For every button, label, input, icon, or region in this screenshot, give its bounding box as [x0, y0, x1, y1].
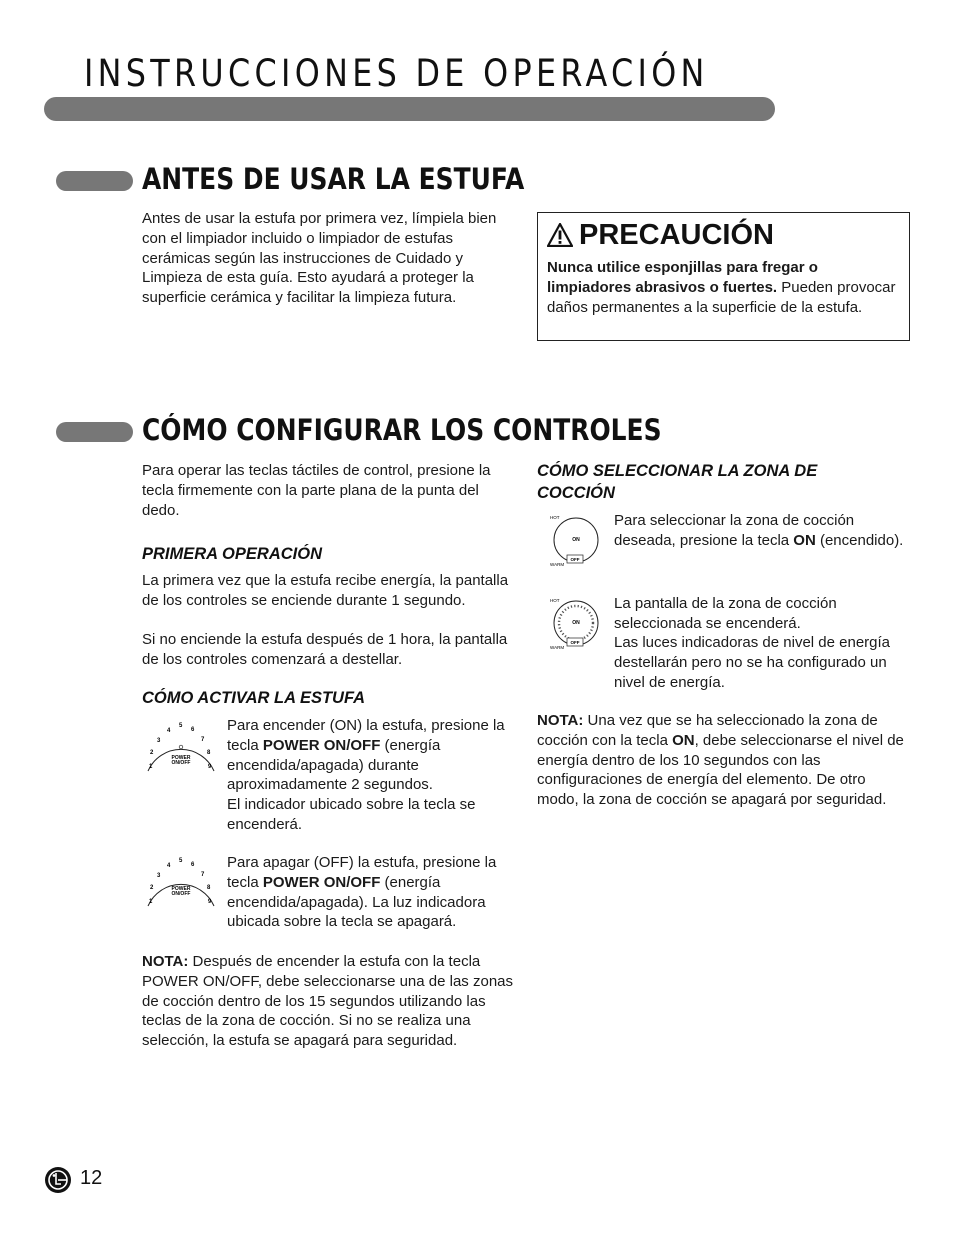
first-operation-paragraph-2: Si no enciende la estufa después de 1 hora, la pantalla de los controles comenzará a destellar. [142, 631, 508, 668]
zone-dial-icon [546, 512, 608, 570]
activate-off-text-rest: (energía encendida/apagada). La luz indicadora ubicada sobre la tecla se apagará. [227, 873, 486, 931]
before-use-paragraph: Antes de usar la estufa por primera vez, límpiela bien con el limpiador incluido o limpiador de estufas cerámicas según las instrucciones de Cuidado y Limpieza de esta guía. Esto ayudará a proteger la superficie cerámica y facilitar la limpieza futura. [142, 210, 497, 307]
dial-number: 7 [201, 737, 205, 743]
subheading-line: CÓMO SELECCIONAR LA ZONA DE [537, 462, 818, 480]
dial-number: 4 [167, 728, 171, 734]
section-marker [56, 422, 133, 442]
caution-bold-text: Nunca utilice esponjillas para fregar o limpiadores abrasivos o fuertes. [547, 259, 818, 296]
on-key-label: ON [793, 531, 816, 549]
dial-number: 6 [191, 862, 195, 868]
subheading-select-zone [537, 460, 897, 504]
lg-logo-icon [44, 1166, 72, 1194]
select-zone-text-rest: (encendido). [815, 531, 904, 549]
off-label: OFF [570, 640, 580, 645]
caution-rest-text: Pueden provocar daños permanentes a la superficie de la estufa. [547, 279, 896, 316]
indicator-light-on [179, 745, 183, 749]
page-header-title: INSTRUCCIONES DE OPERACIÓN [84, 52, 709, 95]
page-number: 12 [80, 1167, 103, 1189]
activate-on-paragraph [227, 716, 519, 795]
activate-note [142, 952, 520, 1051]
power-key-label: POWER ON/OFF [262, 736, 381, 754]
dial-number: 5 [179, 858, 183, 864]
dial-number: 8 [207, 885, 211, 891]
activate-off-paragraph [227, 853, 519, 932]
dial-number: 5 [179, 723, 183, 729]
dial-number: 1 [149, 764, 153, 770]
power-dial-off-icon [140, 852, 222, 910]
hot-label: HOT [550, 515, 560, 520]
section-title-before-use: ANTES DE USAR LA ESTUFA [142, 162, 525, 196]
on-label: ON [572, 620, 580, 626]
dial-number: 2 [150, 750, 154, 756]
on-key-label: ON [672, 731, 695, 749]
subheading-first-operation: PRIMERA OPERACIÓN [142, 545, 322, 563]
select-zone-paragraph-1 [614, 511, 904, 551]
zone-dial-lit-icon [546, 595, 608, 653]
dial-number: 3 [157, 873, 161, 879]
dial-number: 3 [157, 738, 161, 744]
on-label: ON [572, 537, 580, 543]
power-dial-on-icon [140, 717, 222, 775]
power-label-line2: ON/OFF [171, 760, 191, 766]
first-operation-paragraph-1: La primera vez que la estufa recibe energía, la pantalla de los controles se enciende durante 1 segundo. [142, 572, 509, 609]
header-bar [44, 97, 775, 121]
note-label: NOTA: [142, 953, 189, 970]
note-text-rest: , debe seleccionarse el nivel de energía dentro de los 10 segundos con las configuraciones de energía del elemento. De otro modo, la zona de cocción se apagará por seguridad. [537, 731, 904, 809]
subheading-activate: CÓMO ACTIVAR LA ESTUFA [142, 689, 366, 707]
dial-number: 6 [191, 727, 195, 733]
power-label-line1: POWER [171, 886, 191, 892]
dial-number: 8 [207, 750, 211, 756]
warning-triangle-icon [547, 223, 573, 247]
caution-text [547, 258, 900, 318]
section-marker [56, 171, 133, 191]
dial-number: 9 [208, 899, 212, 905]
warm-label: WARM [550, 645, 565, 650]
dial-number: 2 [150, 885, 154, 891]
section-title-controls: CÓMO CONFIGURAR LOS CONTROLES [142, 413, 662, 447]
caution-title: PRECAUCIÓN [579, 219, 774, 251]
hot-label: HOT [550, 598, 560, 603]
activate-on-text: Para encender (ON) la estufa, presione la tecla [227, 717, 505, 754]
select-zone-paragraph-2: La pantalla de la zona de cocción seleccionada se encenderá. [614, 595, 837, 632]
power-label-line1: POWER [171, 755, 191, 761]
power-key-label: POWER ON/OFF [262, 873, 381, 891]
select-zone-text: Para seleccionar la zona de cocción deseada, presione la tecla [614, 512, 855, 549]
note-text: Después de encender la estufa con la tecla POWER ON/OFF, debe seleccionarse una de las zonas de cocción dentro de los 15 segundos utilizando las teclas de la zona de cocción. Si no se realiza una selección, la estufa se apagará para seguridad. [142, 953, 514, 1050]
dial-number: 1 [149, 899, 153, 905]
activate-on-text-rest: (energía encendida/apagada) durante aproximadamente 2 segundos. [227, 736, 441, 794]
controls-intro-paragraph: Para operar las teclas táctiles de control, presione la tecla firmemente con la parte plana de la punta del dedo. [142, 462, 491, 519]
activate-off-text: Para apagar (OFF) la estufa, presione la tecla [227, 854, 497, 891]
off-label: OFF [570, 557, 580, 562]
caution-box [537, 212, 910, 341]
dial-number: 9 [208, 764, 212, 770]
dial-number: 4 [167, 863, 171, 869]
dial-number: 7 [201, 872, 205, 878]
power-label-line2: ON/OFF [171, 891, 191, 897]
select-zone-note [537, 711, 911, 810]
subheading-line: COCCIÓN [537, 484, 615, 502]
activate-on-paragraph-2: El indicador ubicado sobre la tecla se encenderá. [227, 796, 476, 833]
note-label: NOTA: [537, 712, 584, 729]
select-zone-paragraph-3: Las luces indicadoras de nivel de energía destellarán pero no se ha configurado un nivel de energía. [614, 634, 891, 691]
warm-label: WARM [550, 562, 565, 567]
note-text: Una vez que se ha seleccionado la zona de cocción con la tecla [537, 712, 878, 749]
